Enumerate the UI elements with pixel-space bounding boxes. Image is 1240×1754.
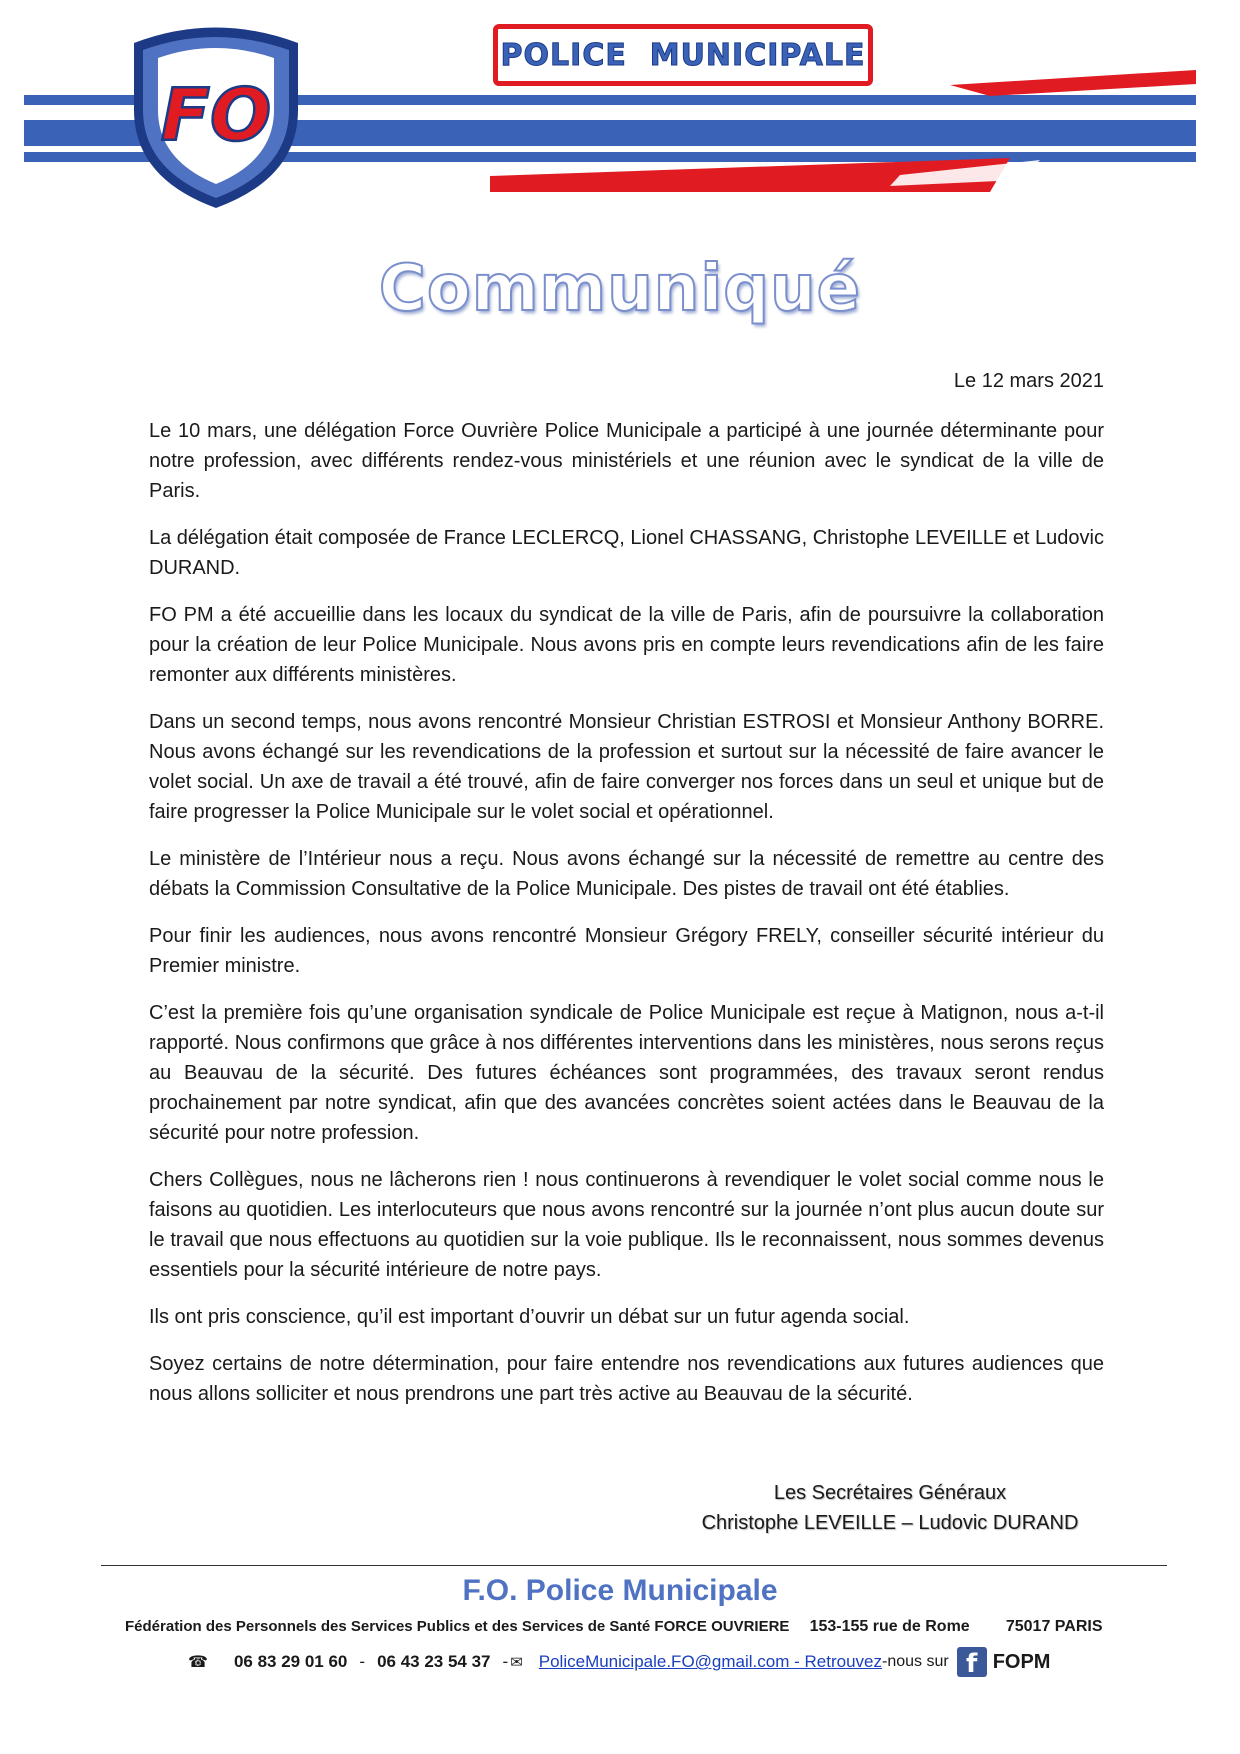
separator: - (359, 1652, 366, 1671)
phone-number-2: 06 43 23 54 37 (377, 1652, 491, 1671)
fo-logo-text: FO (160, 73, 272, 157)
red-swoosh-top (950, 70, 1196, 96)
signature-role: Les Secrétaires Généraux (773, 1482, 1007, 1504)
paragraph: Le 10 mars, une délégation Force Ouvrière Police Municipale a participé à une journée déterminante pour notre profession, avec différents rendez-vous ministériels et une réunion avec le syndicat de la ville de Paris. (149, 420, 1104, 502)
footer-divider (101, 1565, 1167, 1566)
fo-shield-logo (134, 28, 298, 209)
police-municipale-banner (493, 24, 873, 86)
paragraph: Ils ont pris conscience, qu’il est important d’ouvrir un débat sur un futur agenda social. (149, 1306, 910, 1328)
signature-names: Christophe LEVEILLE – Ludovic DURAND (701, 1512, 1079, 1534)
email-link[interactable]: PoliceMunicipale.FO@gmail.com (538, 1652, 790, 1671)
federation-name: Fédération des Personnels des Services Publics et des Services de Santé FORCE OUVRIERE (125, 1618, 790, 1635)
paragraph: C’est la première fois qu’une organisation syndicale de Police Municipale est reçue à Matignon, nous a-t-il rapporté. Nous confirmons que grâce à nos différentes interventions dans les ministères, nous serons reçus au Beauvau de la sécurité. Des futures échéances sont programmées, des travaux seront rendus prochainement par notre syndicat, afin que des avancées concrètes soient actées dans le Beauvau de la sécurité pour notre profession. (149, 1002, 1104, 1144)
communique-body (149, 416, 1104, 1426)
page-title: Communiqué (378, 252, 862, 326)
facebook-page-name[interactable]: FOPM (992, 1650, 1051, 1673)
footer-federation-line (125, 1618, 1103, 1636)
paragraph: La délégation était composée de France LECLERCQ, Lionel CHASSANG, Christophe LEVEILLE et Ludovic DURAND. (149, 527, 1104, 579)
paragraph: Pour finir les audiences, nous avons rencontré Monsieur Grégory FRELY, conseiller sécurité intérieur du Premier ministre. (149, 925, 1104, 977)
footer-title: F.O. Police Municipale (462, 1574, 778, 1607)
banner-label: POLICE MUNICIPALE (500, 37, 866, 73)
envelope-icon: ✉ (510, 1654, 523, 1671)
footer-contact-line (188, 1642, 1050, 1682)
telephone-icon: ☎ (188, 1654, 208, 1671)
follow-text: -nous sur (881, 1653, 949, 1670)
paragraph: Soyez certains de notre détermination, pour faire entendre nos revendications aux futures audiences que nous allons solliciter et nous prendrons une part très active au Beauvau de la sécurité. (149, 1353, 1104, 1405)
paragraph: Chers Collègues, nous ne lâcherons rien ! nous continuerons à revendiquer le volet social comme nous le faisons au quotidien. Les interlocuteurs que nous avons rencontré sur la journée n’ont plus aucun doute sur le travail que nous effectuons au quotidien sur la voie publique. Ils le reconnaissent, nous sommes devenus essentiels pour la sécurité intérieure de notre pays. (149, 1169, 1104, 1281)
document-date: Le 12 mars 2021 (953, 370, 1104, 392)
retrouvez-link[interactable]: - Retrouvez (789, 1652, 882, 1671)
city: 75017 PARIS (1005, 1618, 1103, 1635)
separator: - (502, 1652, 509, 1671)
paragraph: Dans un second temps, nous avons rencontré Monsieur Christian ESTROSI et Monsieur Anthony BORRE. Nous avons échangé sur les revendications de la profession et surtout sur la nécessité de faire avancer le volet social. Un axe de travail a été trouvé, afin de faire converger nos forces dans un seul et unique but de faire progresser la Police Municipale sur le volet social et opérationnel. (149, 711, 1104, 823)
signature-block (690, 1478, 1090, 1538)
letterhead (0, 0, 1240, 230)
phone-number-1: 06 83 29 01 60 (233, 1652, 348, 1671)
paragraph: FO PM a été accueillie dans les locaux du syndicat de la ville de Paris, afin de poursuivre la collaboration pour la création de leur Police Municipale. Nous avons pris en compte leurs revendications afin de les faire remonter aux différents ministères. (149, 604, 1104, 686)
facebook-icon[interactable]: f (957, 1647, 987, 1677)
address: 153-155 rue de Rome (809, 1618, 970, 1635)
paragraph: Le ministère de l’Intérieur nous a reçu. Nous avons échangé sur la nécessité de remettre au centre des débats la Commission Consultative de la Police Municipale. Des pistes de travail ont été établies. (149, 848, 1104, 900)
